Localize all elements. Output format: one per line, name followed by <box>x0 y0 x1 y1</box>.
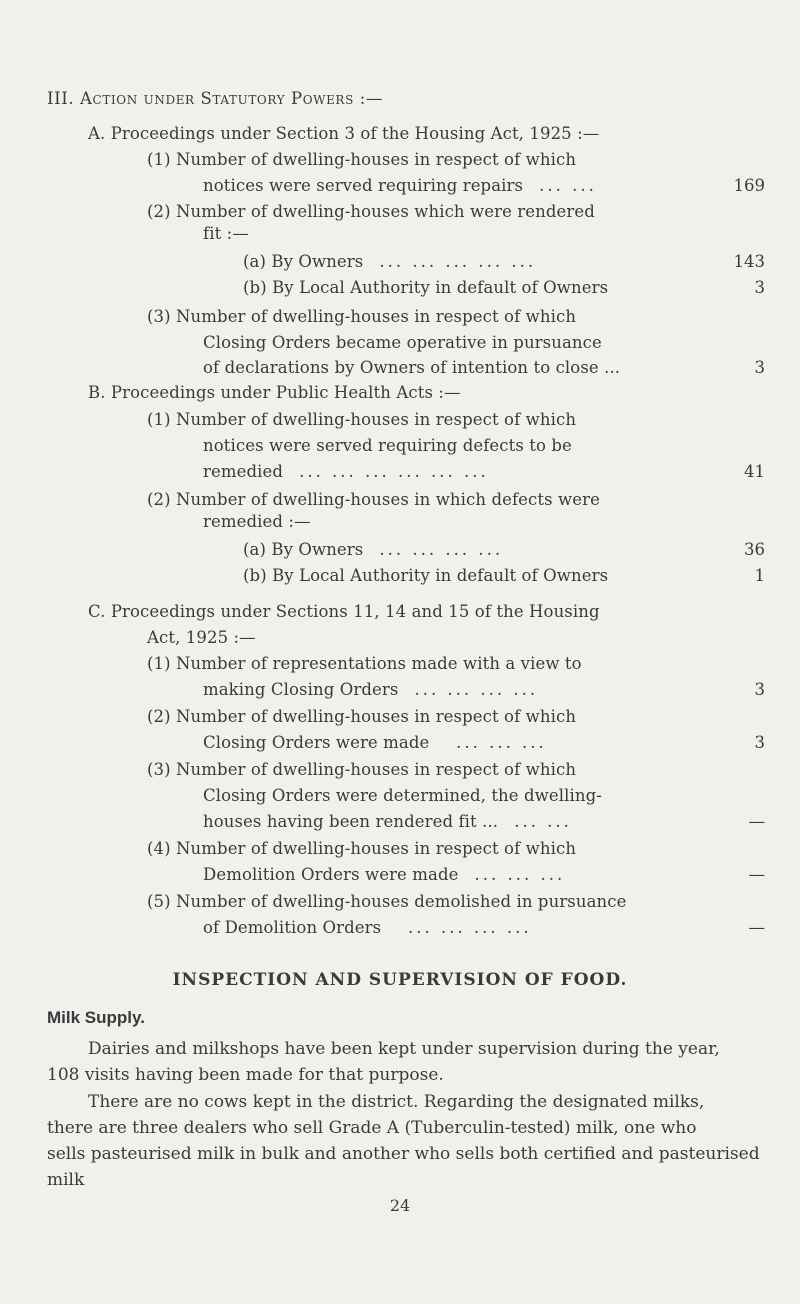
a1-line2: notices were served requiring repairs ... ... <box>203 176 597 195</box>
c1-value: 3 <box>754 680 765 699</box>
section-title: III. Action under Statutory Powers :— <box>47 89 383 108</box>
para2-line2: there are three dealers who sell Grade A (Tuberculin-tested) milk, one who <box>47 1118 697 1138</box>
c4-line2: Demolition Orders were made ... ... ... <box>203 865 566 884</box>
c3-line3: houses having been rendered fit ... ... ... <box>203 812 572 831</box>
b1-line2: notices were served requiring defects to be <box>203 436 572 455</box>
c2-line2: Closing Orders were made ... ... ... <box>203 733 547 752</box>
para1-line1: Dairies and milkshops have been kept under supervision during the year, <box>88 1039 720 1059</box>
a2b-line: (b) By Local Authority in default of Owners <box>243 278 609 297</box>
para2-line4: milk <box>47 1170 85 1190</box>
c3-line1: (3) Number of dwelling-houses in respect of which <box>147 760 577 779</box>
milk-heading: Milk Supply. <box>47 1008 145 1027</box>
a2a-line: (a) By Owners ... ... ... ... ... <box>243 252 537 271</box>
c5-line2: of Demolition Orders ... ... ... ... <box>203 918 532 937</box>
a2b-value: 3 <box>754 278 765 297</box>
para1-line2: 108 visits having been made for that purpose. <box>47 1065 444 1085</box>
a3-line3: of declarations by Owners of intention to close ... <box>203 358 621 377</box>
a3-value: 3 <box>754 358 765 377</box>
c3-value: — <box>748 812 765 831</box>
a1-value: 169 <box>733 176 765 195</box>
c3-line2: Closing Orders were determined, the dwelling- <box>203 786 602 805</box>
b2b-line: (b) By Local Authority in default of Owners <box>243 566 609 585</box>
c5-line1: (5) Number of dwelling-houses demolished in pursuance <box>147 892 627 911</box>
c2-value: 3 <box>754 733 765 752</box>
section-a-title: A. Proceedings under Section 3 of the Housing Act, 1925 :— <box>88 124 600 143</box>
section-b-title: B. Proceedings under Public Health Acts :— <box>88 383 461 402</box>
a1-line1: (1) Number of dwelling-houses in respect of which <box>147 150 577 169</box>
b2-line1: (2) Number of dwelling-houses in which defects were <box>147 490 600 509</box>
c2-line1: (2) Number of dwelling-houses in respect of which <box>147 707 577 726</box>
para2-line3: sells pasteurised milk in bulk and another who sells both certified and pasteurised <box>47 1144 760 1164</box>
a2-line1: (2) Number of dwelling-houses which were rendered <box>147 202 595 221</box>
b2-line2: remedied :— <box>203 512 311 531</box>
a3-line1: (3) Number of dwelling-houses in respect of which <box>147 307 577 326</box>
b2a-line: (a) By Owners ... ... ... ... <box>243 540 504 559</box>
para2-line1: There are no cows kept in the district. Regarding the designated milks, <box>88 1092 705 1112</box>
b2b-value: 1 <box>754 566 765 585</box>
section-c-title-cont: Act, 1925 :— <box>147 628 256 647</box>
a2-line2: fit :— <box>203 224 249 243</box>
page-number: 24 <box>389 1196 411 1215</box>
b1-value: 41 <box>744 462 765 481</box>
c1-line2: making Closing Orders ... ... ... ... <box>203 680 539 699</box>
c5-value: — <box>748 918 765 937</box>
section-c-title: C. Proceedings under Sections 11, 14 and 15 of the Housing <box>88 602 600 621</box>
c4-value: — <box>748 865 765 884</box>
b1-line1: (1) Number of dwelling-houses in respect of which <box>147 410 577 429</box>
c4-line1: (4) Number of dwelling-houses in respect of which <box>147 839 577 858</box>
a2a-value: 143 <box>733 252 765 271</box>
food-heading: INSPECTION AND SUPERVISION OF FOOD. <box>172 970 628 990</box>
a3-line2: Closing Orders became operative in pursuance <box>203 333 602 352</box>
c1-line1: (1) Number of representations made with a view to <box>147 654 582 673</box>
b2a-value: 36 <box>744 540 765 559</box>
b1-line3: remedied ... ... ... ... ... ... <box>203 462 489 481</box>
